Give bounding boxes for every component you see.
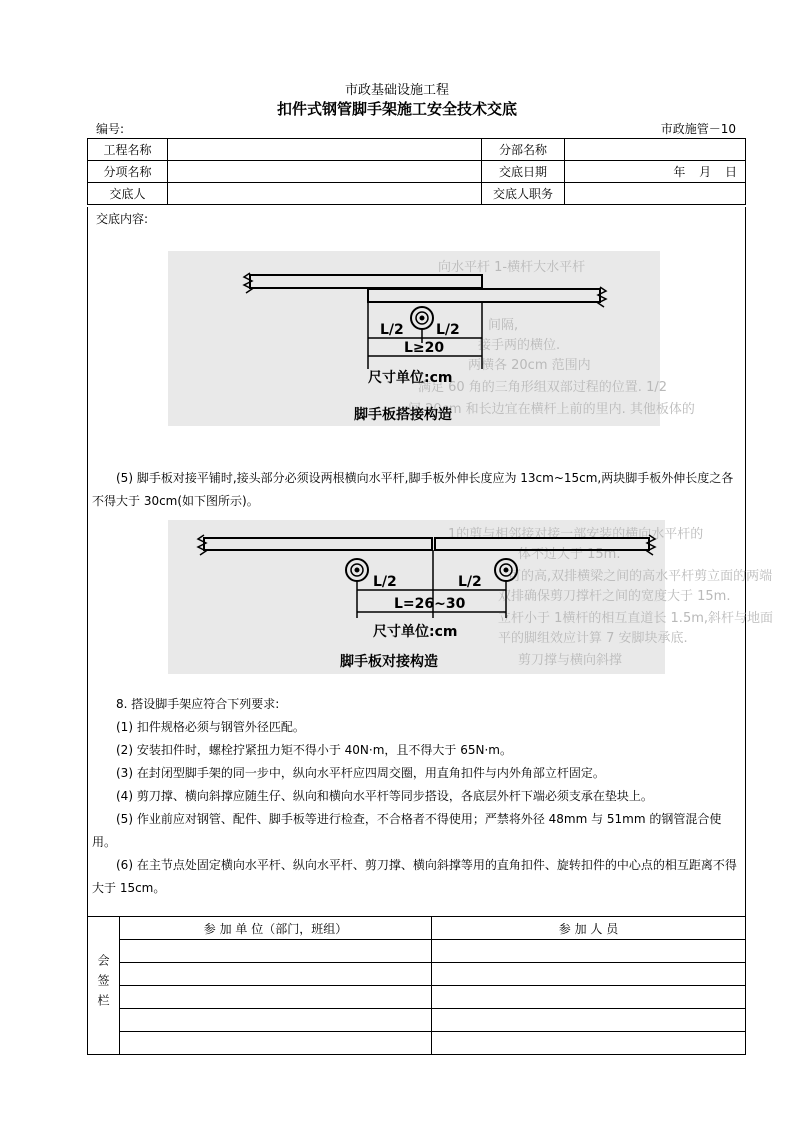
presenter-label: 交底人 <box>88 183 168 205</box>
content-label: 交底内容: <box>96 212 149 226</box>
figure-lap-joint <box>168 251 695 426</box>
background-text: 双排确保剪刀撑杆之间的宽度大于 15m. <box>498 589 731 604</box>
background-text: 向水平杆 1-横杆大水平杆 <box>438 260 586 275</box>
background-text: 接手两的横位. <box>478 338 561 353</box>
figure-caption: 脚手板搭接构造 <box>354 407 452 423</box>
sign-table <box>87 916 746 1055</box>
dim-label-total: L≥20 <box>404 340 445 356</box>
column-header-people: 参 加 人 员 <box>432 917 746 940</box>
upper-scaffold-board <box>250 275 482 288</box>
unit-label: 尺寸单位:cm <box>373 624 458 640</box>
unit-field[interactable] <box>120 1009 432 1032</box>
coupler-symbol <box>346 559 368 581</box>
list-item: (2) 安装扣件时，螺栓拧紧扭力矩不得小于 40N·m，且不得大于 65N·m。 <box>116 743 512 757</box>
list-item: (6) 在主节点处固定横向水平杆、纵向水平杆、剪刀撑、横向斜撑等用的直角扣件、旋转扣件的中心点的相互距离不得大于 15cm。 <box>92 858 737 895</box>
presenter-field[interactable] <box>168 183 482 205</box>
people-field[interactable] <box>432 940 746 963</box>
list-item: (1) 扣件规格必须与钢管外径匹配。 <box>116 720 305 734</box>
table-row <box>88 183 746 205</box>
background-text: 剪刀撑与横向斜撑 <box>518 653 623 668</box>
background-text: 1的剪与相邻接对接一部安装的横向水平杆的 <box>448 527 704 542</box>
people-field[interactable] <box>432 1032 746 1055</box>
list-item: (4) 剪刀撑、横向斜撑应随生仔、纵向和横向水平杆等同步搭设，各底层外杆下端必须支承在垫块上。 <box>116 789 653 803</box>
requirements-section <box>92 693 742 900</box>
form-code: 市政施管－10 <box>660 122 736 136</box>
dim-label-right: L/2 <box>436 322 460 338</box>
figure-butt-joint <box>168 520 774 674</box>
people-field[interactable] <box>432 986 746 1009</box>
unit-field[interactable] <box>120 940 432 963</box>
unit-field[interactable] <box>120 986 432 1009</box>
dim-label-left: L/2 <box>380 322 404 338</box>
list-item: (3) 在封闭型脚手架的同一步中，纵向水平杆应四周交圈，用直角扣件与内外角部立杆固定。 <box>116 766 605 780</box>
dim-label-left: L/2 <box>373 574 397 590</box>
background-text: 两横各 20cm 范围内 <box>468 358 591 373</box>
document-subtitle: 扣件式钢管脚手架施工安全技术交底 <box>276 100 517 118</box>
presenter-title-label: 交底人职务 <box>482 183 565 205</box>
sign-side-label-cell <box>88 917 120 1055</box>
background-text: 立杆小于 1横杆的相互直道长 1.5m,斜杆与地面 <box>498 611 774 626</box>
figure-caption: 脚手板对接构造 <box>340 654 438 670</box>
dim-label-total: L=26~30 <box>394 596 466 612</box>
date-label: 交底日期 <box>482 161 565 183</box>
list-item: (5) 作业前应对钢管、配件、脚手板等进行检查，不合格者不得使用；严禁将外径 48mm 与 51mm 的钢管混合使用。 <box>92 812 722 849</box>
table-row <box>88 1009 746 1032</box>
background-text: 间 20cm 和长边宜在横杆上前的里内. 其他板体的 <box>408 402 695 417</box>
people-field[interactable] <box>432 963 746 986</box>
page-title: 市政基础设施工程 <box>344 83 449 98</box>
table-row <box>88 917 746 940</box>
sign-side-label: 会签栏 <box>96 954 110 1014</box>
content-area <box>87 207 774 916</box>
dim-label-right: L/2 <box>458 574 482 590</box>
unit-field[interactable] <box>120 963 432 986</box>
paragraph-5: (5) 脚手板对接平铺时,接头部分必须设两根横向水平杆,脚手板外伸长度应为 13cm~15cm,两块脚手板外伸长度之各不得大于 30cm(如下图所示)。 <box>92 471 734 508</box>
background-text: 间隔, <box>488 318 519 333</box>
subitem-label: 分项名称 <box>88 161 168 183</box>
background-text: 体不过大于 15m. <box>518 547 621 562</box>
lower-scaffold-board <box>368 289 600 302</box>
background-text: 可的高,双排横梁之间的高水平杆剪立面的两端 <box>508 569 773 584</box>
background-text: 平的脚组效应计算 7 安脚块承底. <box>498 631 688 646</box>
column-header-unit: 参 加 单 位（部门，班组） <box>120 917 432 940</box>
background-text: 满足 60 角的三角形组双部过程的位置. 1/2 <box>418 380 667 395</box>
presenter-title-field[interactable] <box>565 183 746 205</box>
left-scaffold-board <box>204 538 432 550</box>
division-field[interactable] <box>565 139 746 161</box>
table-row <box>88 1032 746 1055</box>
info-table <box>87 138 746 205</box>
date-field[interactable]: 年 月 日 <box>565 161 746 183</box>
table-row <box>88 940 746 963</box>
item8-title: 8. 搭设脚手架应符合下列要求: <box>116 697 280 711</box>
unit-label: 尺寸单位:cm <box>368 370 453 386</box>
table-row <box>88 161 746 183</box>
division-label: 分部名称 <box>482 139 565 161</box>
table-row <box>88 986 746 1009</box>
subitem-field[interactable] <box>168 161 482 183</box>
project-name-label: 工程名称 <box>88 139 168 161</box>
people-field[interactable] <box>432 1009 746 1032</box>
project-name-field[interactable] <box>168 139 482 161</box>
table-row <box>88 139 746 161</box>
number-label: 编号: <box>96 122 125 136</box>
table-row <box>88 963 746 986</box>
unit-field[interactable] <box>120 1032 432 1055</box>
coupler-symbol <box>411 307 433 329</box>
